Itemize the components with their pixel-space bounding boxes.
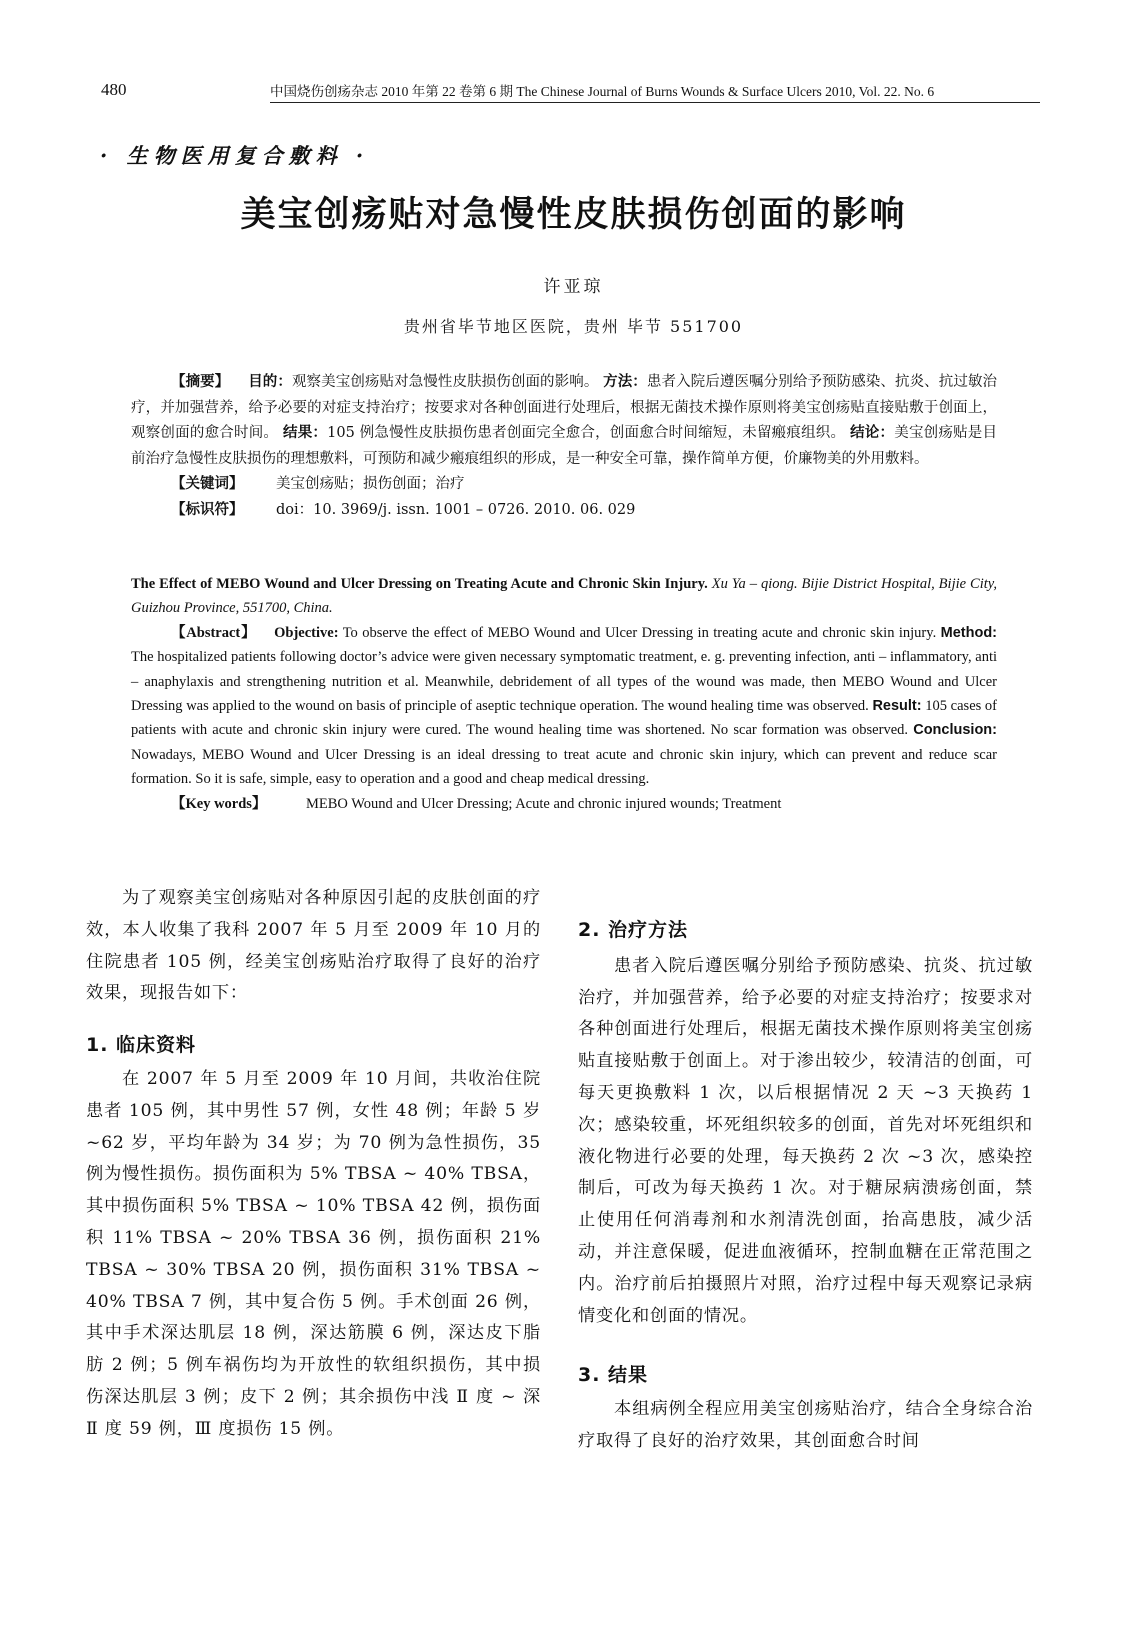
keywords-line — [171, 472, 997, 498]
conclusion-label: 结论： — [850, 425, 895, 441]
section-2-paragraph: 患者入院后遵医嘱分别给予预防感染、抗炎、抗过敏治疗，并加强营养，给予必要的对症支持治疗；按要求对各种创面进行处理后，根据无菌技术操作原则将美宝创疡贴直接贴敷于创面上。对于渗出较少，较清洁的创面，可每天更换敷料 1 次，以后根据情况 2 天 ~3 天换药 1 次；感染较重，坏死组织较多的创面，首先对坏死组织和液化物进行必要的处理，每天换药 2 次 ~3 次，感染控制后，可改为每天换药 1 次。对于糖尿病溃疡创面，禁止使用任何消毒剂和水剂清洗创面，抬高患肢，减少活动，并注意保暖，促进血液循环，控制血糖在正常范围之内。治疗前后拍摄照片对照，治疗过程中每天观察记录病情变化和创面的情况。 — [578, 955, 1033, 1326]
english-method: The hospitalized patients following doctor’s advice were given necessary symptomatic treatment, e. g. preventing infection, anti – inflammatory, anti – anaphylaxis and strengthening nutrition et al. Meanwhile, debridement of all types of the wound was made, then MEBO Wound and Ulcer Dressing was applied to the wound on basis of principle of aseptic technique operation. The wound healing time was observed. — [131, 649, 997, 715]
doi-text: doi：10. 3969/j. issn. 1001 – 0726. 2010. 06. 029 — [276, 501, 636, 518]
keywords-tag: 【关键词】 — [171, 476, 244, 492]
abstract-paragraph — [131, 370, 997, 472]
english-keywords: MEBO Wound and Ulcer Dressing; Acute and chronic injured wounds; Treatment — [306, 795, 782, 812]
identifier-tag: 【标识符】 — [171, 501, 244, 518]
section-1-heading: 1. 临床资料 — [86, 1034, 197, 1057]
english-result-label: Result: — [872, 698, 922, 715]
body-left-column — [86, 883, 541, 1446]
intro-paragraph: 为了观察美宝创疡贴对各种原因引起的皮肤创面的疗效，本人收集了我科 2007 年 5 月至 2009 年 10 月的住院患者 105 例，经美宝创疡贴治疗取得了良好的治疗效果，现报告如下： — [86, 888, 541, 1004]
english-byline: Xu Ya – qiong. Bijie District Hospital, Bijie City, Guizhou Province, 551700, China. — [131, 576, 998, 617]
section-1-paragraph: 在 2007 年 5 月至 2009 年 10 月间，共收治住院患者 105 例，其中男性 57 例，女性 48 例；年龄 5 岁 ~62 岁，平均年龄为 34 岁；为 70 例为急性损伤，35 例为慢性损伤。损伤面积为 5% TBSA ~ 40% TBSA，其中损伤面积 5% TBSA ~ 10% TBSA 42 例，损伤面积 11% TBSA ~ 20% TBSA 36 例，损伤面积 21% TBSA ~ 30% TBSA 20 例，损伤面积 31% TBSA ~ 40% TBSA 7 例，其中复合伤 5 例。手术创面 26 例，其中手术深达肌层 18 例，深达筋膜 6 例，深达皮下脂肪 2 例；5 例车祸伤均为开放性的软组织损伤，其中损伤深达肌层 3 例；皮下 2 例；其余损伤中浅 Ⅱ 度 ~ 深 Ⅱ 度 59 例，Ⅲ 度损伤 15 例。 — [86, 1068, 541, 1439]
identifier-line — [171, 498, 997, 524]
english-conclusion-label: Conclusion: — [913, 722, 997, 739]
objective-label: 目的： — [248, 374, 292, 390]
english-objective: To observe the effect of MEBO Wound and Ulcer Dressing in treating acute and chronic skin injury. — [342, 624, 937, 641]
chinese-abstract — [131, 370, 997, 523]
section-3-heading: 3. 结果 — [578, 1364, 649, 1387]
objective-text: 观察美宝创疡贴对急慢性皮肤损伤创面的影响。 — [291, 374, 599, 390]
method-label: 方法： — [603, 374, 647, 390]
article-title: 美宝创疡贴对急慢性皮肤损伤创面的影响 — [240, 195, 907, 235]
english-title-line — [131, 572, 997, 621]
english-abstract-paragraph — [131, 621, 997, 792]
english-keywords-line — [171, 792, 997, 816]
body-right-column — [578, 915, 1033, 1458]
keywords-text: 美宝创疡贴；损伤创面；治疗 — [276, 476, 465, 492]
section-3-paragraph: 本组病例全程应用美宝创疡贴治疗，结合全身综合治疗取得了良好的治疗效果，其创面愈合时间 — [578, 1399, 1033, 1451]
abstract-tag: 【摘要】 — [171, 374, 230, 390]
section-2-heading: 2. 治疗方法 — [578, 919, 689, 941]
english-result: 105 cases of patients with acute and chronic skin injury were cured. The wound healing time was shortened. No scar formation was observed. — [131, 698, 998, 739]
english-objective-label: Objective: — [274, 624, 339, 641]
result-text: 105 例急慢性皮肤损伤患者创面完全愈合，创面愈合时间缩短，未留瘢痕组织。 — [327, 425, 846, 441]
author: 许亚琼 — [543, 277, 604, 297]
column-label: · 生物医用复合敷料 · — [100, 143, 370, 168]
english-keywords-tag: 【Key words】 — [171, 795, 267, 812]
page-number: 480 — [101, 80, 127, 99]
method-text: 患者入院后遵医嘱分别给予预防感染、抗炎、抗过敏治疗，并加强营养，给予必要的对症支持治疗；按要求对各种创面进行处理后，根据无菌技术操作原则将美宝创疡贴直接贴敷于创面上，观察创面的愈合时间。 — [131, 374, 998, 441]
english-abstract-tag: 【Abstract】 — [171, 624, 257, 641]
english-method-label: Method: — [940, 624, 998, 641]
affiliation: 贵州省毕节地区医院，贵州 毕节 551700 — [403, 317, 744, 336]
english-abstract — [131, 572, 997, 816]
english-title: The Effect of MEBO Wound and Ulcer Dressing on Treating Acute and Chronic Skin Injury. — [131, 576, 708, 592]
result-label: 结果： — [282, 425, 328, 441]
running-header: 中国烧伤创疡杂志 2010 年第 22 卷第 6 期 The Chinese Journal of Burns Wounds & Surface Ulcers 2010, Vol. 22. No. 6 — [270, 80, 1040, 103]
english-conclusion: Nowadays, MEBO Wound and Ulcer Dressing is an ideal dressing to treat acute and chronic skin injury, which can prevent and reduce scar formation. So it is safe, simple, easy to operation and a good and cheap medical dressing. — [131, 746, 997, 788]
conclusion-text: 美宝创疡贴是目前治疗急慢性皮肤损伤的理想敷料，可预防和减少瘢痕组织的形成，是一种安全可靠，操作简单方便，价廉物美的外用敷料。 — [131, 425, 998, 467]
